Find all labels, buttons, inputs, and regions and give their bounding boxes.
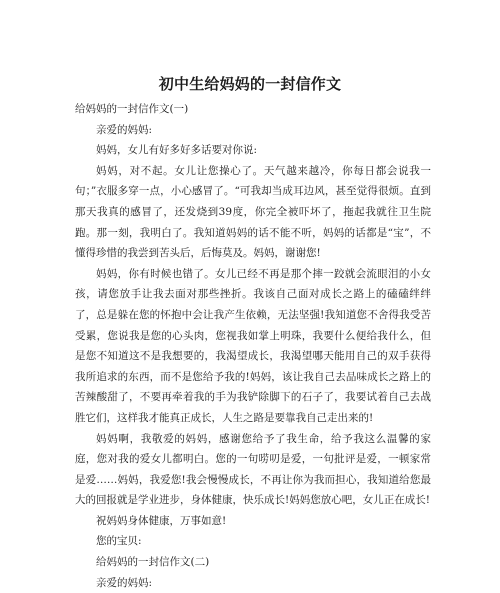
- document-title: 初中生给妈妈的一封信作文: [158, 75, 342, 93]
- paragraph-apology: 妈妈，对不起。女儿让您操心了。天气越来越冷，你每日都会说我一句；”衣服多穿一点，小心感冒了。“可我却当成耳边风，甚至觉得很烦。直到那天我真的感冒了，还发烧到39度，你完全被吓坏了，拖起我就往卫生院跑。那一刻，我明白了。我知道妈妈的话不能不听，妈妈的话都是“宝”，不懂得珍惜的我尝到苦头后，后悔莫及。妈妈，谢谢您!: [75, 164, 431, 260]
- section-heading-2: 给妈妈的一封信作文(二): [96, 556, 210, 569]
- signature: 您的宝贝:: [96, 535, 142, 548]
- salutation: 亲爱的妈妈:: [96, 123, 153, 136]
- paragraph-intro: 妈妈，女儿有好多好多话要对你说:: [96, 144, 258, 157]
- section-heading-1: 给妈妈的一封信作文(一): [75, 103, 189, 115]
- paragraph-gratitude: 妈妈啊，我敬爱的妈妈，感谢您给予了我生命，给予我这么温馨的家庭，您对我的爱女儿都明白。您的一句唠叨是爱，一句批评是爱，一顿家常是爱……妈妈，我爱您!我会慢慢成长，不再让你为我而担心，我知道给您最大的回报就是学业进步，身体健康，快乐成长!妈妈您放心吧，女儿正在成长!: [75, 432, 431, 507]
- salutation-2: 亲爱的妈妈:: [96, 576, 153, 589]
- closing-wish: 祝妈妈身体健康，万事如意!: [96, 514, 227, 527]
- paragraph-growth: 妈妈，你有时候也错了。女儿已经不再是那个摔一跤就会流眼泪的小女孩，请您放手让我去面对那些挫折。我该自己面对成长之路上的磕磕绊绊了，总是躲在您的怀抱中会让我产生依赖，无法坚强!我知道您不舍得我受苦受累，您说我是您的心头肉，您视我如掌上明珠，我要什么便给我什么，但是您不知道这不是我想要的，我渴望成长，我渴望哪天能用自己的双手获得我所追求的东西，而不是您给予我的!妈妈，该让我自己去品味成长之路上的苦辣酸甜了，不要再牵着我的手为我铲除脚下的石子了，我要试着自己去战胜它们，这样我才能真正成长，人生之路是要靠我自己走出来的!: [75, 267, 431, 424]
- document-body: [75, 99, 431, 593]
